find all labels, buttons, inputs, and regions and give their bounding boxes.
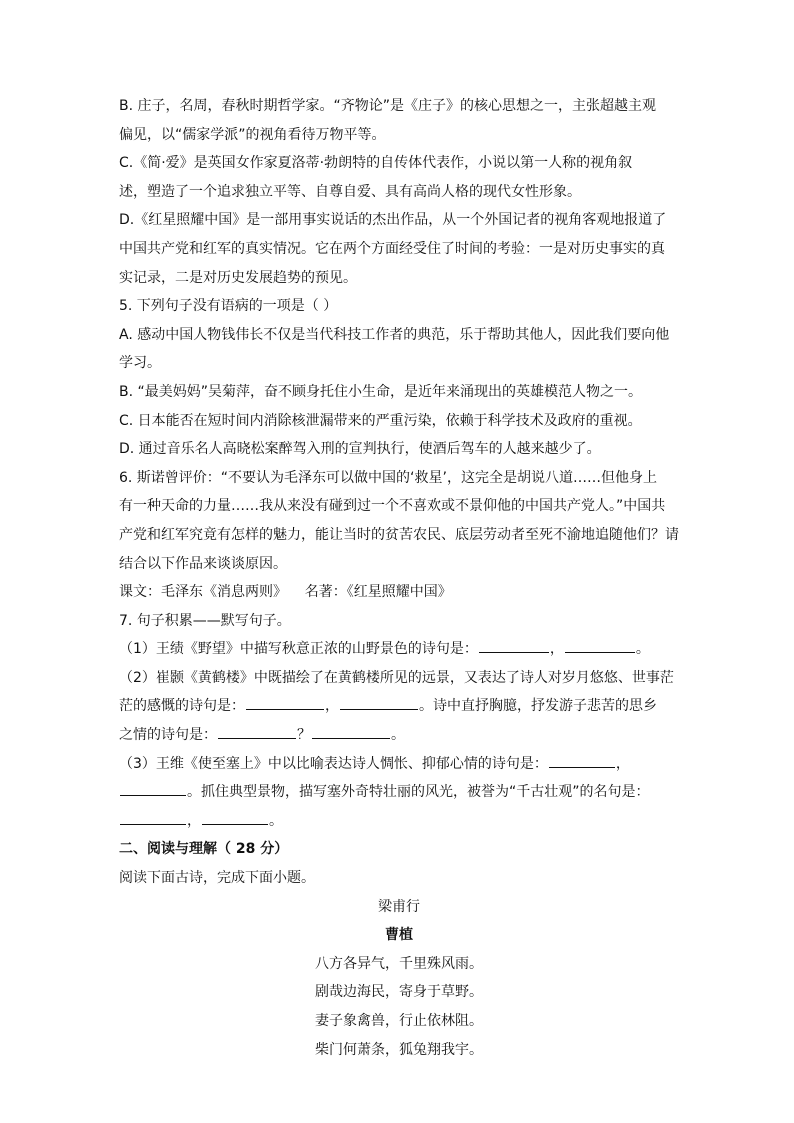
poem-line: 剧哉边海民，寄身于草野。 (315, 984, 483, 1001)
poem-title: 梁甫行 (378, 898, 420, 915)
q7-sub-1 (119, 635, 679, 664)
q5-option-c: C. 日本能否在短时间内消除核泄漏带来的严重污染，依赖于科学技术及政府的重视。 (119, 412, 642, 429)
q5-option-a-line-2: 学习。 (119, 355, 161, 372)
question-6-line-1: 6. 斯诺曾评价：“不要认为毛泽东可以做中国的‘救星’，这完全是胡说八道……但他身上 (119, 469, 657, 486)
q7-sub-3-text: （3）王维《使至塞上》中以比喻表达诗人惆怅、抑郁心情的诗句是： (119, 755, 548, 772)
option-b-line-1: B. 庄子，名周，春秋时期哲学家。“齐物论”是《庄子》的核心思想之一，主张超越主观 (119, 98, 657, 114)
answer-blank[interactable] (312, 724, 390, 739)
q7-sub-3-line-1 (119, 750, 679, 779)
period: 。 (635, 641, 650, 658)
question-5-stem: 5. 下列句子没有语病的一项是（ ） (119, 298, 338, 315)
q7-sub-3-line-2 (119, 778, 679, 807)
option-b-line-2: 偏见，以“儒家学派”的视角看待万物平等。 (119, 126, 386, 143)
question-6-line-4: 结合以下作品来谈谈原因。 (119, 555, 287, 572)
poem-line: 八方各异气，千里殊风雨。 (315, 955, 483, 972)
answer-blank[interactable] (565, 638, 635, 653)
answer-blank[interactable] (202, 810, 268, 825)
answer-blank[interactable] (549, 753, 615, 768)
q7-sub-3-tail: 。抓住典型景物，描写塞外奇特壮丽的风光，被誉为“千古壮观”的名句是： (187, 784, 650, 801)
comma: ， (187, 812, 201, 829)
answer-blank[interactable] (340, 695, 418, 710)
comma: ， (549, 641, 564, 658)
q7-sub-2-tail: 。诗中直抒胸臆，抒发游子悲苦的思乡 (419, 698, 657, 715)
q5-option-d: D. 通过音乐名人高晓松案醉驾入刑的宣判执行，使酒后驾车的人越来越少了。 (119, 441, 601, 458)
question-7-stem: 7. 句子积累——默写句子。 (119, 612, 291, 629)
section-2-instruction: 阅读下面古诗，完成下面小题。 (119, 870, 315, 887)
question-6-line-3: 产党和红军究竟有怎样的魅力，能让当时的贫苦农民、底层劳动者至死不渝地追随他们？请 (119, 526, 679, 543)
answer-blank[interactable] (218, 724, 296, 739)
poem-author: 曹植 (385, 927, 413, 944)
poem-line: 柴门何萧条，狐兔翔我宇。 (315, 1041, 483, 1058)
comma: ， (615, 755, 630, 772)
option-d-line-2: 中国共产党和红军的真实情况。它在两个方面经受住了时间的考验：一是对历史事实的真 (119, 240, 665, 257)
option-c-line-1: C.《简·爱》是英国女作家夏洛蒂·勃朗特的自传体代表作，小说以第一人称的视角叙 (119, 155, 633, 172)
q7-sub-2-text: 茫的感慨的诗句是： (119, 698, 245, 715)
period: 。 (391, 727, 405, 744)
question-mark: ？ (297, 727, 311, 744)
answer-blank[interactable] (120, 810, 186, 825)
q5-option-a-line-1: A. 感动中国人物钱伟长不仅是当代科技工作者的典范，乐于帮助其他人，因此我们要向他 (119, 326, 670, 343)
document-page (119, 92, 679, 1064)
option-c-line-2: 述，塑造了一个追求独立平等、自尊自爱、具有高尚人格的现代女性形象。 (119, 183, 581, 200)
comma: ， (325, 698, 339, 715)
q7-sub-2-line-3-text: 之情的诗句是： (119, 727, 217, 744)
poem-line: 妻子象禽兽，行止依林阻。 (315, 1013, 483, 1029)
q7-sub-2-line-2 (119, 692, 679, 721)
q7-sub-3-line-3 (119, 807, 679, 836)
option-d-line-3: 实记录，二是对历史发展趋势的预见。 (119, 269, 357, 286)
answer-blank[interactable] (479, 638, 549, 653)
section-2-heading: 二、阅读与理解（ 28 分） (119, 841, 289, 858)
period: 。 (269, 812, 283, 829)
option-d-line-1: D.《红星照耀中国》是一部用事实说话的杰出作品，从一个外国记者的视角客观地报道了 (119, 212, 667, 229)
q7-sub-2-line-3 (119, 721, 679, 750)
question-6-line-2: 有一种天命的力量……我从来没有碰到过一个不喜欢或不景仰他的中国共产党人。”中国共 (119, 498, 666, 515)
q5-option-b: B. “最美妈妈”吴菊萍，奋不顾身托住小生命，是近年来涌现出的英雄模范人物之一。 (119, 383, 643, 400)
answer-blank[interactable] (120, 781, 186, 796)
question-6-works: 课文：毛泽东《消息两则》 名著：《红星照耀中国》 (119, 584, 452, 601)
q7-sub-1-text: （1）王绩《野望》中描写秋意正浓的山野景色的诗句是： (119, 641, 478, 658)
answer-blank[interactable] (246, 695, 324, 710)
q7-sub-2-line-1: （2）崔颢《黄鹤楼》中既描绘了在黄鹤楼所见的远景，又表达了诗人对岁月悠悠、世事茫 (119, 669, 674, 686)
